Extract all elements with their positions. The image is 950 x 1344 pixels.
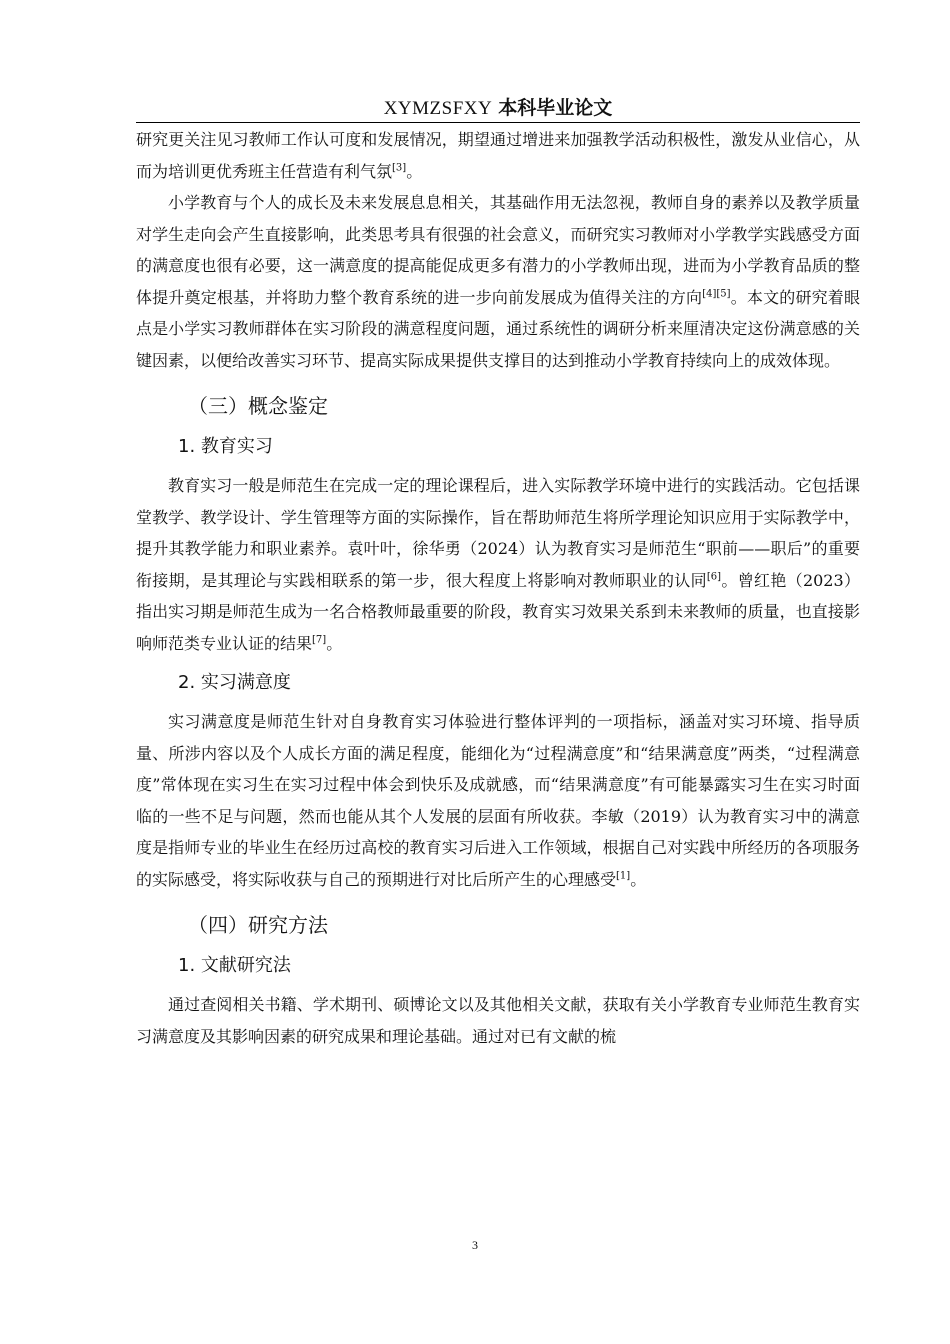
citation: [4][5] <box>702 288 731 300</box>
section-heading-4: （四）研究方法 <box>188 913 328 937</box>
paragraph-3: 教育实习一般是师范生在完成一定的理论课程后，进入实际教学环境中进行的实践活动。它包括课堂教学、教学设计、学生管理等方面的实际操作，旨在帮助师范生将所学理论知识应用于实际教学中，提升其教学能力和职业素养。袁叶叶，徐华勇（2024）认为教育实习是师范生“职前——职后”的重要衔接期，是其理论与实践相联系的第一步，很大程度上将影响对教师职业的认同[6]。曾红艳（2023）指出实习期是师范生成为一名合格教师最重要的阶段，教育实习效果关系到未来教师的质量，也直接影响师范类专业认证的结果[7]。 <box>136 476 860 653</box>
subsection-heading-education-practicum: 1. 教育实习 <box>178 436 273 457</box>
subsection-heading-literature-method: 1. 文献研究法 <box>178 955 291 976</box>
citation: [7] <box>312 634 327 646</box>
section-heading-3: （三）概念鉴定 <box>188 394 328 418</box>
citation: [3] <box>392 162 407 174</box>
page-number: 3 <box>472 1238 478 1252</box>
page-header <box>136 94 860 123</box>
page-body <box>136 124 860 1052</box>
paragraph-2: 小学教育与个人的成长及未来发展息息相关，其基础作用无法忽视，教师自身的素养以及教学质量对学生走向会产生直接影响，此类思考具有很强的社会意义，而研究实习教师对小学教学实践感受方面的满意度也很有必要，这一满意度的提高能促成更多有潜力的小学教师出现，进而为小学教育品质的整体提升奠定根基，并将助力整个教育系统的进一步向前发展成为值得关注的方向[4][5]。本文的研究着眼点是小学实习教师群体在实习阶段的满意程度问题，通过系统性的调研分析来厘清决定这份满意感的关键因素，以便给改善实习环节、提高实际成果提供支撑目的达到推动小学教育持续向上的成效体现。 <box>136 193 860 370</box>
header-code: XYMZSFXY <box>383 98 493 119</box>
paragraph-5: 通过查阅相关书籍、学术期刊、硕博论文以及其他相关文献，获取有关小学教育专业师范生教育实习满意度及其影响因素的研究成果和理论基础。通过对已有文献的梳 <box>136 995 860 1046</box>
citation: [6] <box>706 571 722 583</box>
paragraph-4: 实习满意度是师范生针对自身教育实习体验进行整体评判的一项指标，涵盖对实习环境、指导质量、所涉内容以及个人成长方面的满足程度，能细化为“过程满意度”和“结果满意度”两类，“过程满意度”常体现在实习生在实习过程中体会到快乐及成就感，而“结果满意度”有可能暴露实习生在实习时面临的一些不足与问题，然而也能从其个人发展的层面有所收获。李敏（2019）认为教育实习中的满意度是指师专业的毕业生在经历过高校的教育实习后进入工作领域，根据自己对实践中所经历的各项服务的实际感受，将实际收获与自己的预期进行对比后所产生的心理感受[1]。 <box>136 712 860 889</box>
header-label: 本科毕业论文 <box>498 97 613 119</box>
subsection-heading-practicum-satisfaction: 2. 实习满意度 <box>178 672 291 693</box>
paragraph-1: 研究更关注见习教师工作认可度和发展情况，期望通过增进来加强教学活动积极性，激发从业信心，从而为培训更优秀班主任营造有利气氛[3]。 <box>136 130 860 181</box>
citation: [1] <box>616 870 631 882</box>
